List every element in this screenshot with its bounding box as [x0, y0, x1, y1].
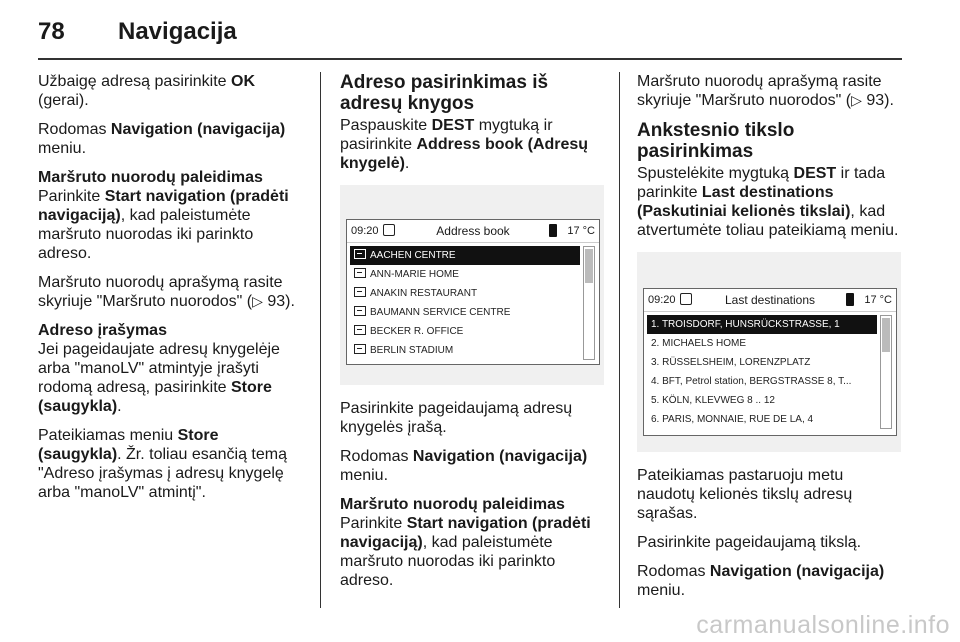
destinations-list	[647, 315, 877, 429]
last-destinations-screenshot	[637, 252, 901, 452]
page-number: 78	[38, 18, 65, 45]
scroll-thumb[interactable]	[882, 318, 890, 352]
column-1	[38, 72, 300, 512]
address-card-icon	[354, 249, 366, 259]
scrollbar[interactable]	[880, 315, 892, 429]
paragraph: Rodomas Navigation (navigacija) meniu.	[637, 563, 885, 599]
address-card-icon	[354, 287, 366, 297]
paragraph: Rodomas Navigation (navigacija) meniu.	[38, 121, 286, 157]
paragraph: Pateikiamas pastaruoju metu naudotų kelionės tikslų adresų sąrašas.	[637, 467, 853, 522]
clock-time: 09:20	[351, 225, 379, 237]
list-item[interactable]: ANN-MARIE HOME	[350, 265, 580, 284]
paragraph: Parinkite Start navigation (pradėti navigaciją), kad paleistumėte maršruto nuorodas iki parinkto adreso.	[340, 515, 591, 589]
list-item[interactable]: ANAKIN RESTAURANT	[350, 284, 580, 303]
paragraph: Pasirinkite pageidaujamą adresų knygelės įrašą.	[340, 400, 573, 436]
clock-time: 09:20	[648, 294, 676, 306]
watermark: carmanualsonline.info	[696, 611, 950, 639]
column-2	[340, 72, 602, 600]
header-rule	[38, 58, 902, 60]
address-card-icon	[354, 306, 366, 316]
screen-title: Address book	[436, 224, 510, 238]
list-item[interactable]: 5. KÖLN, KLEVWEG 8 .. 12	[651, 395, 775, 406]
list-item[interactable]: BAUMANN SERVICE CENTRE	[350, 303, 580, 322]
section-title: Ankstesnio tikslo pasirinkimas	[637, 120, 795, 162]
page-reference-icon: ▷	[252, 293, 263, 309]
phone-icon	[549, 224, 557, 237]
subheading: Maršruto nuorodų paleidimas	[38, 169, 263, 186]
subheading: Maršruto nuorodų paleidimas	[340, 496, 565, 513]
column-divider	[619, 72, 620, 608]
address-card-icon	[354, 344, 366, 354]
temperature: 17 °C	[864, 294, 892, 306]
column-divider	[320, 72, 321, 608]
paragraph: Jei pageidaujate adresų knygelėje arba "manoLV" atmintyje įrašyti rodomą adresą, pasirinkite Store (saugykla).	[38, 341, 280, 415]
paragraph: Pateikiamas meniu Store (saugykla). Žr. toliau esančią temą "Adreso įrašymas į adresų knygelę arba "manoLV" atmintį".	[38, 427, 287, 501]
display-screen	[643, 288, 897, 436]
section-title: Adreso pasirinkimas iš adresų knygos	[340, 72, 549, 114]
subheading: Adreso įrašymas	[38, 322, 167, 339]
paragraph: Pasirinkite pageidaujamą tikslą.	[637, 534, 862, 551]
page-ref-link[interactable]: 93	[267, 293, 286, 310]
list-item[interactable]: BECKER R. OFFICE	[350, 322, 580, 341]
list-item[interactable]: AACHEN CENTRE	[350, 246, 580, 265]
page-ref-link[interactable]: 93	[866, 92, 885, 109]
status-bar	[347, 220, 599, 243]
status-bar	[644, 289, 896, 312]
address-list	[350, 246, 580, 360]
paragraph: Rodomas Navigation (navigacija) meniu.	[340, 448, 588, 484]
page-reference-icon: ▷	[851, 92, 862, 108]
list-item[interactable]: 2. MICHAELS HOME	[651, 338, 747, 349]
scrollbar[interactable]	[583, 246, 595, 360]
display-screen	[346, 219, 600, 365]
screen-title: Last destinations	[724, 293, 816, 307]
page-header	[38, 12, 902, 58]
list-item[interactable]: 1. TROISDORF, HUNSRÜCKSTRASSE, 1	[647, 315, 877, 334]
list-item[interactable]: 6. PARIS, MONNAIE, RUE DE LA, 4	[651, 414, 814, 425]
paragraph: Spustelėkite mygtuką DEST ir tada parinkite Last destinations (Paskutiniai kelionės tikslai), kad atvertumėte toliau pateikiamą meniu.	[637, 165, 899, 239]
paragraph: Paspauskite DEST mygtuką ir pasirinkite Address book (Adresų knygelė).	[340, 117, 589, 172]
paragraph: Maršruto nuorodų aprašymą rasite skyriuje "Maršruto nuorodos" (▷ 93).	[637, 73, 894, 109]
column-3	[637, 72, 905, 610]
list-item[interactable]: 4. BFT, Petrol station, BERGSTRASSE 8, T...	[651, 376, 852, 387]
list-item[interactable]: 3. RÜSSELSHEIM, LORENZPLATZ	[651, 357, 811, 368]
scroll-thumb[interactable]	[585, 249, 593, 283]
list-item[interactable]: BERLIN STADIUM	[350, 341, 580, 360]
temperature: 17 °C	[567, 225, 595, 237]
address-card-icon	[354, 325, 366, 335]
paragraph: Užbaigę adresą pasirinkite OK (gerai).	[38, 73, 255, 109]
paragraph: Parinkite Start navigation (pradėti navigaciją), kad paleistumėte maršruto nuorodas iki parinkto adreso.	[38, 188, 289, 262]
address-book-screenshot	[340, 185, 604, 385]
paragraph: Maršruto nuorodų aprašymą rasite skyriuje "Maršruto nuorodos" (▷ 93).	[38, 274, 295, 310]
page-title: Navigacija	[118, 18, 237, 45]
address-card-icon	[354, 268, 366, 278]
phone-icon	[846, 293, 854, 306]
